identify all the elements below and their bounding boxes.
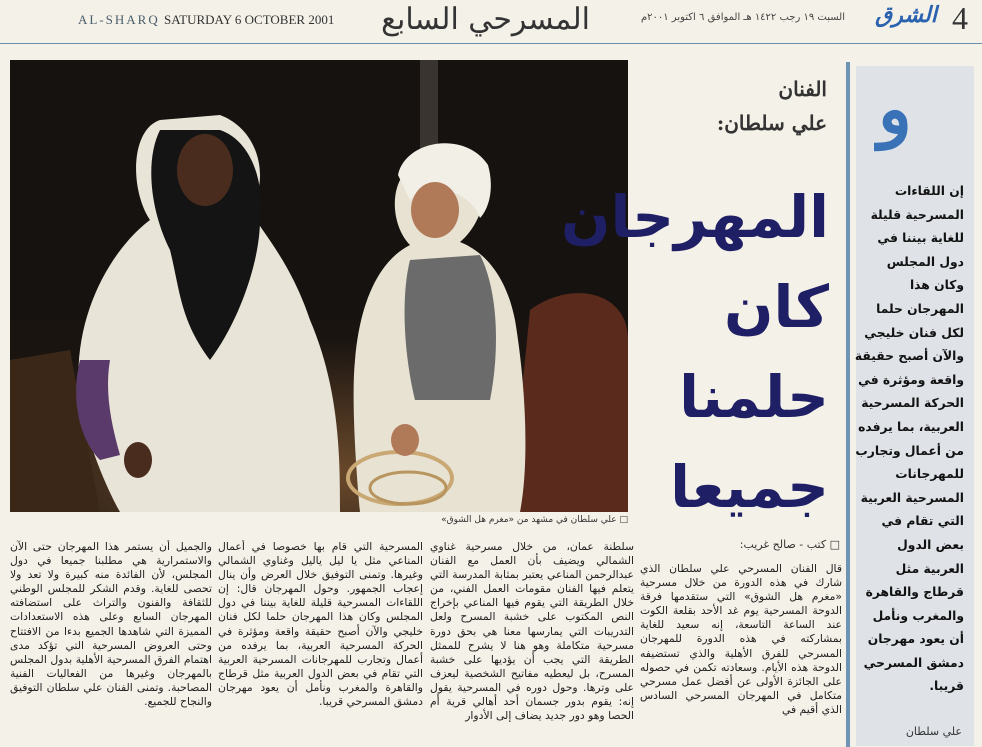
article-text-4: والجميل أن يستمر هذا المهرجان حتى الآن والاستمرارية هي مطلبنا جميعا في دول المجلس، لأن الفائدة منه كبيرة ولا تعد ولا تحصى للغاية. وقدم الشكر للمجلس الوطني للثقافة والفنون والتراث على استضافته المهرجان السابع وعلى هذه الاستعدادات المميزة التي شاهدها الجميع بدءا من الافتتاح وحتى العروض المسرحية التي تؤكد مدى اهتمام الفرق المسرحية الأهلية بدول المجلس بالمهرجان وغيرها من الفعاليات الفنية المصاحبة. وتمنى الفنان علي سلطان التوفيق والنجاح للجميع. [10,540,212,709]
article-column-3 [218,540,423,744]
kicker-line-2: علي سلطان: [716,111,827,135]
page-number: 4 [952,0,968,36]
masthead-english [78,12,334,28]
article-column-4 [10,540,212,744]
pull-quote-author: علي سلطان [905,725,962,738]
headline-line-4: جميعا [670,453,829,521]
stage-scene-illustration [10,60,628,512]
headline-main [561,172,829,532]
headline-line-1: المهرجان [561,183,829,251]
headline-box [561,60,841,521]
quote-mark-glyph: و [878,67,912,150]
article-text-1: قال الفنان المسرحي علي سلطان الذي شارك في هذه الدورة من خلال مسرحية «مغرم هل الشوق» التي ستقدمها فرقة الدوحة المسرحية يوم غد الأحد بقلعة الكوت عند الساعة التاسعة، إنه سعيد للغاية بمشاركته في هذه الدورة للمهرجان المسرحي للفرق الأهلية والذي تستضيفه الدوحة هذه الأيام. وسعادته تكمن في حصوله على الجائزة الأولى عن أفضل عمل مسرحي متكامل في المهرجان المسرحي السادس الذي أقيم في [640,562,842,716]
date-english: SATURDAY 6 OCTOBER 2001 [163,12,335,27]
byline: □ كتب - صالح غريب: [739,538,840,551]
column-divider [846,62,850,747]
pull-quote-sidebar [856,66,974,746]
paper-logo: الشرق [875,2,937,28]
article-text-2: سلطنة عمان، من خلال مسرحية غناوي الشمالي ويضيف بأن العمل مع الفنان عبدالرحمن المناعي يعتبر بمثابة المدرسة التي يتعلم فيها الفنان مقومات العمل الفني، من خلال الطريقة التي يقوم فيها المناعي بإخراج النص المكتوب على خشبة المسرح ولعل التدريبات التي يمارسها معنا هي بحق دورة مسرحية متكاملة وهو هنا لا يشرح للممثل الطريقة التي يجب أن يؤديها على خشبة المسرح، بل ليعطيه مفاتيح الشخصية ليعزف على وترها. وحول دوره في المسرحية يقول إنه: يقوم بدور جسمان أحد أهالي قرية أم الحصا وهو دور جديد يضاف إلى الأدوار [430,540,634,723]
date-arabic: السبت ١٩ رجب ١٤٢٢ هـ الموافق ٦ اكتوبر ٢٠٠١م [640,12,845,23]
paper-name-latin: AL-SHARQ [78,12,160,27]
pull-quote-text: إن اللقاءات المسرحية قليلة للغاية بيننا في دول المجلس وكان هذا المهرجان حلما لكل فنان خليجي والآن أصبح حقيقة واقعة ومؤثرة في الحركة المسرحية العربية، بما يرفده من أعمال وتجارب للمهرجانات المسرحية العربية التي تقام في بعض الدول العربية مثل قرطاج والقاهرة والمغرب ونأمل أن يعود مهرجان دمشق المسرحي قريبا. [854,184,964,694]
kicker-line-1: الفنان [778,77,827,101]
photo-caption: □ علي سلطان في مشهد من «مغرم هل الشوق» [441,515,628,525]
section-title: المسرحي السابع [381,2,590,37]
article-column-1 [640,562,842,742]
headline-line-3: حلمنا [679,363,829,431]
headline-kicker [717,72,827,140]
article-text-3: المسرحية التي قام بها خصوصا في أعمال المناعي مثل يا ليل ياليل وغناوي الشمالي وغيرها. وتمنى التوفيق خلال العرض وأن ينال إعجاب الجمهور. وحول المهرجان قال: إن اللقاءات المسرحية قليلة للغاية بيننا في دول المجلس وكان هذا المهرجان حلما لكل فنان خليجي والآن أصبح حقيقة واقعة ومؤثرة في الحركة المسرحية العربية، بما يرفده من أعمال وتجارب للمهرجانات المسرحية العربية التي تقام في بعض الدول العربية مثل قرطاج والقاهرة والمغرب ونأمل أن يعود مهرجان دمشق المسرحي قريبا. [218,540,423,709]
masthead [0,0,982,44]
article-photo [10,60,628,512]
article-column-2 [430,540,634,744]
headline-line-2: كان [723,273,829,341]
